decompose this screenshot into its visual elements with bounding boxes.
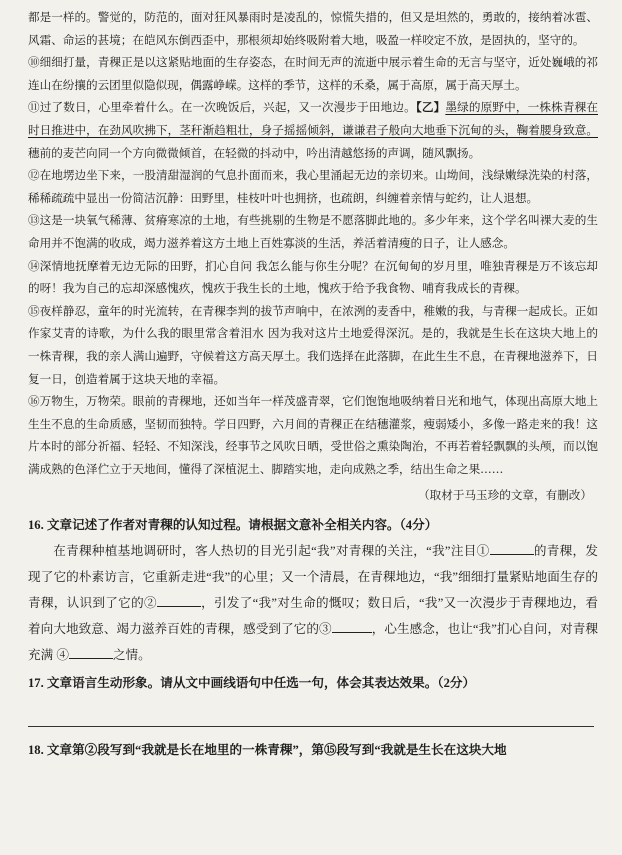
q16-text-f3: 之情。	[112, 648, 151, 663]
question-17-title: 17. 文章语言生动形象。请从文中画线语句中任选一句，体会其表达效果。（2分）	[28, 676, 476, 691]
q16-text-d: ，引发了“我”对生命的慨叹；数日	[200, 596, 394, 611]
paragraph-11-tail: 穗前的麦芒向同一个方向微微倾首，在轻微的抖动中，吟出清越悠扬的声调，随风飘扬。	[28, 145, 481, 160]
passage-paragraph-12: ⑫在地塄边坐下来，一股清甜湿润的气息扑面而来，我心里涌起无边的亲切来。山坳间，浅绿嫩绿洗染的村落，稀稀疏疏中显出一份简洁沉静：田野里，桂枝叶叶也拥挤，也疏朗，纠缠着亲情与蛇约，让人退想。	[28, 168, 598, 205]
answer-blank-2[interactable]	[157, 592, 201, 607]
answer-blank-4[interactable]	[69, 644, 113, 659]
q16-text-f1: ③	[318, 622, 332, 637]
marker-yi: 【乙】	[415, 100, 446, 115]
q16-text-a: 在青稞种植基地调研时，客人热切的目光引起“我”对青稞的关注，“我”注目①	[53, 544, 490, 559]
question-17-answer-line[interactable]	[28, 702, 594, 727]
passage-source: （取材于马玉珍的文章，有删改）	[418, 488, 592, 503]
question-16-body	[28, 538, 598, 668]
passage-paragraph-16: ⑯万物生，万物荣。眼前的青稞地，还如当年一样茂盛青翠，它们饱饱地吸纳着日光和地气，体现出高原大地上生生不息的生命质感，坚韧而独特。学日四野，六月间的青稞正在结穗灌浆，瘦弱矮小，多像一路走来的我！这片本时的部分祈福、轻轻、不知深浅，经事节之风吹日晒，受世俗之熏染陶治，不再若着轻飘飘的头颅，而以饱满成熟的色泽伫立于天地间，懂得了深植泥土、脚踏实地，走向成熟之季，结出生命之果……	[28, 394, 598, 476]
paragraph-11-lead: ⑪过了数日，心里牵着什么。在一次晚饭后，兴起，又一次漫步于田地边。	[28, 100, 416, 115]
underlined-sentence-yi: 墨绿的原野中，一株株青稞在时日推进中，在劲风吹拂下，茎秆渐趋粗壮，身子摇摇倾斜，谦谦君子般向大地垂下沉甸的头，鞠着腰身致意。	[28, 100, 598, 137]
q16-text-b: 的青稞，发现了它的朴素访言，它重新走进“我”的心里；又一个清晨，在青稞地边，“我”	[28, 544, 599, 585]
answer-blank-3[interactable]	[332, 618, 372, 633]
passage-paragraph-10: ⑩细细打量，青稞正是以这紧贴地面的生存姿态，在时间无声的流逝中展示着生命的无言与坚守，近处巍峨的祁连山在纷攘的云团里似隐似现，偶露峥嵘。这样的季节，这样的禾桑，属于高原，属于高天厚土。	[28, 55, 598, 92]
passage-paragraph-13: ⑬这是一块氧气稀薄、贫瘠寒凉的土地，有些挑剔的生物是不愿落脚此地的。多少年来，这个学名叫裸大麦的生命用并不饱满的收成，竭力滋养着这方土地上百姓寡淡的生活，养活着清瘦的日子，让人感念。	[28, 213, 598, 250]
answer-blank-1[interactable]	[490, 540, 534, 555]
passage-paragraph-14: ⑭深情地抚摩着无边无际的田野，扪心自问 我怎么能与你生分呢？在沉甸甸的岁月里，唯独青稞是万不该忘却的呀！我为自己的忘却深感愧疚，愧疚于我生长的土地，愧疚于给予我食物、哺育我成长的青稞。	[28, 258, 598, 296]
passage-paragraph-9-continued: 都是一样的。警觉的，防范的，面对狂风暴雨时是凌乱的，惊慌失措的，但又是坦然的，勇敢的，接纳着冰雹、风霜、命运的甚境；在皑风东倒西歪中，那根须却始终吸附着大地，吸盈一样咬定不放，是固执的，坚守的。	[28, 10, 598, 47]
question-18-text: 18. 文章第②段写到“我就是长在地里的一株青稞”，第⑮段写到“我就是生长在这块大地	[28, 743, 507, 758]
passage-paragraph-15: ⑮夜样静忍，童年的时光流转，在青稞李判的拔节声响中，在浓洌的麦香中，稚嫩的我，与青稞一起成长。正如作家艾青的诗歌，为什么我的眼里常含着泪水 因为我对这片土地爱得深沉。是的，我就是生长在这块大地上的一株青稞，我的亲人满山遍野，守候着这方高天厚土。我们选择在此落脚，在此生生不息，在青稞地滋养下，日复一日，创造着属于这块天地的幸福。	[28, 303, 598, 386]
question-16-title: 16. 文章记述了作者对青稞的认知过程。请根据文意补全相关内容。（4分）	[28, 518, 438, 533]
q16-text-f2: ，心生感念，也让“我”扪心自问，对青稞充满 ④	[28, 622, 599, 663]
q16-text-e: 后，“我”又一次漫步于青稞地边，看着向大地致意、竭力滋养百姓的青稞，感受到了它的	[28, 596, 598, 637]
passage-paragraph-11	[28, 96, 598, 164]
q16-text-c: 细细打量紧贴地面生存的青稞，认识到了它的②	[28, 570, 599, 611]
